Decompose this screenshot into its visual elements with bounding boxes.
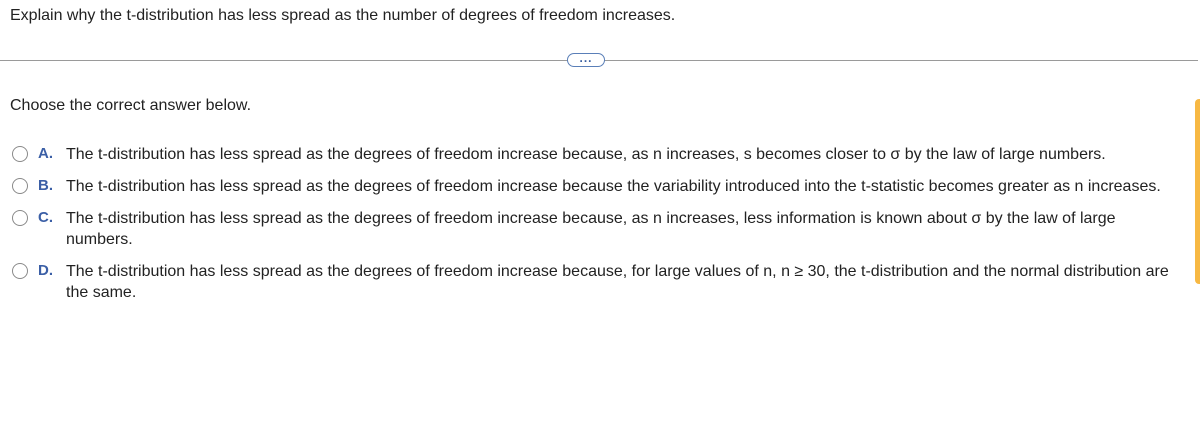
option-text-d: The t-distribution has less spread as the degrees of freedom increase because, for large values of n, n ≥ 30, the t-distribution and the normal distribution are the same. (66, 263, 1169, 301)
expand-button[interactable] (567, 53, 605, 67)
scrollbar-thumb[interactable] (1195, 99, 1200, 284)
radio-button-c[interactable] (12, 210, 28, 226)
radio-button-d[interactable] (12, 263, 28, 279)
option-letter-d: D. (38, 262, 53, 279)
ellipsis-icon: ... (579, 51, 593, 65)
option-c[interactable] (12, 208, 1192, 250)
option-letter-a: A. (38, 145, 53, 162)
question-text: Explain why the t-distribution has less spread as the number of degrees of freedom increases. (10, 7, 676, 24)
option-letter-c: C. (38, 209, 53, 226)
option-a[interactable] (12, 144, 1192, 165)
option-d[interactable] (12, 261, 1192, 303)
radio-button-b[interactable] (12, 178, 28, 194)
answer-options (12, 144, 1192, 314)
option-b[interactable] (12, 176, 1192, 197)
option-text-a: The t-distribution has less spread as the degrees of freedom increase because, as n increases, s becomes closer to σ by the law of large numbers. (66, 146, 1106, 163)
radio-button-a[interactable] (12, 146, 28, 162)
option-text-c: The t-distribution has less spread as the degrees of freedom increase because, as n increases, less information is known about σ by the law of large numbers. (66, 210, 1116, 248)
instruction-text: Choose the correct answer below. (10, 97, 252, 114)
option-letter-b: B. (38, 177, 53, 194)
option-text-b: The t-distribution has less spread as the degrees of freedom increase because the variability introduced into the t-statistic becomes greater as n increases. (66, 178, 1161, 195)
